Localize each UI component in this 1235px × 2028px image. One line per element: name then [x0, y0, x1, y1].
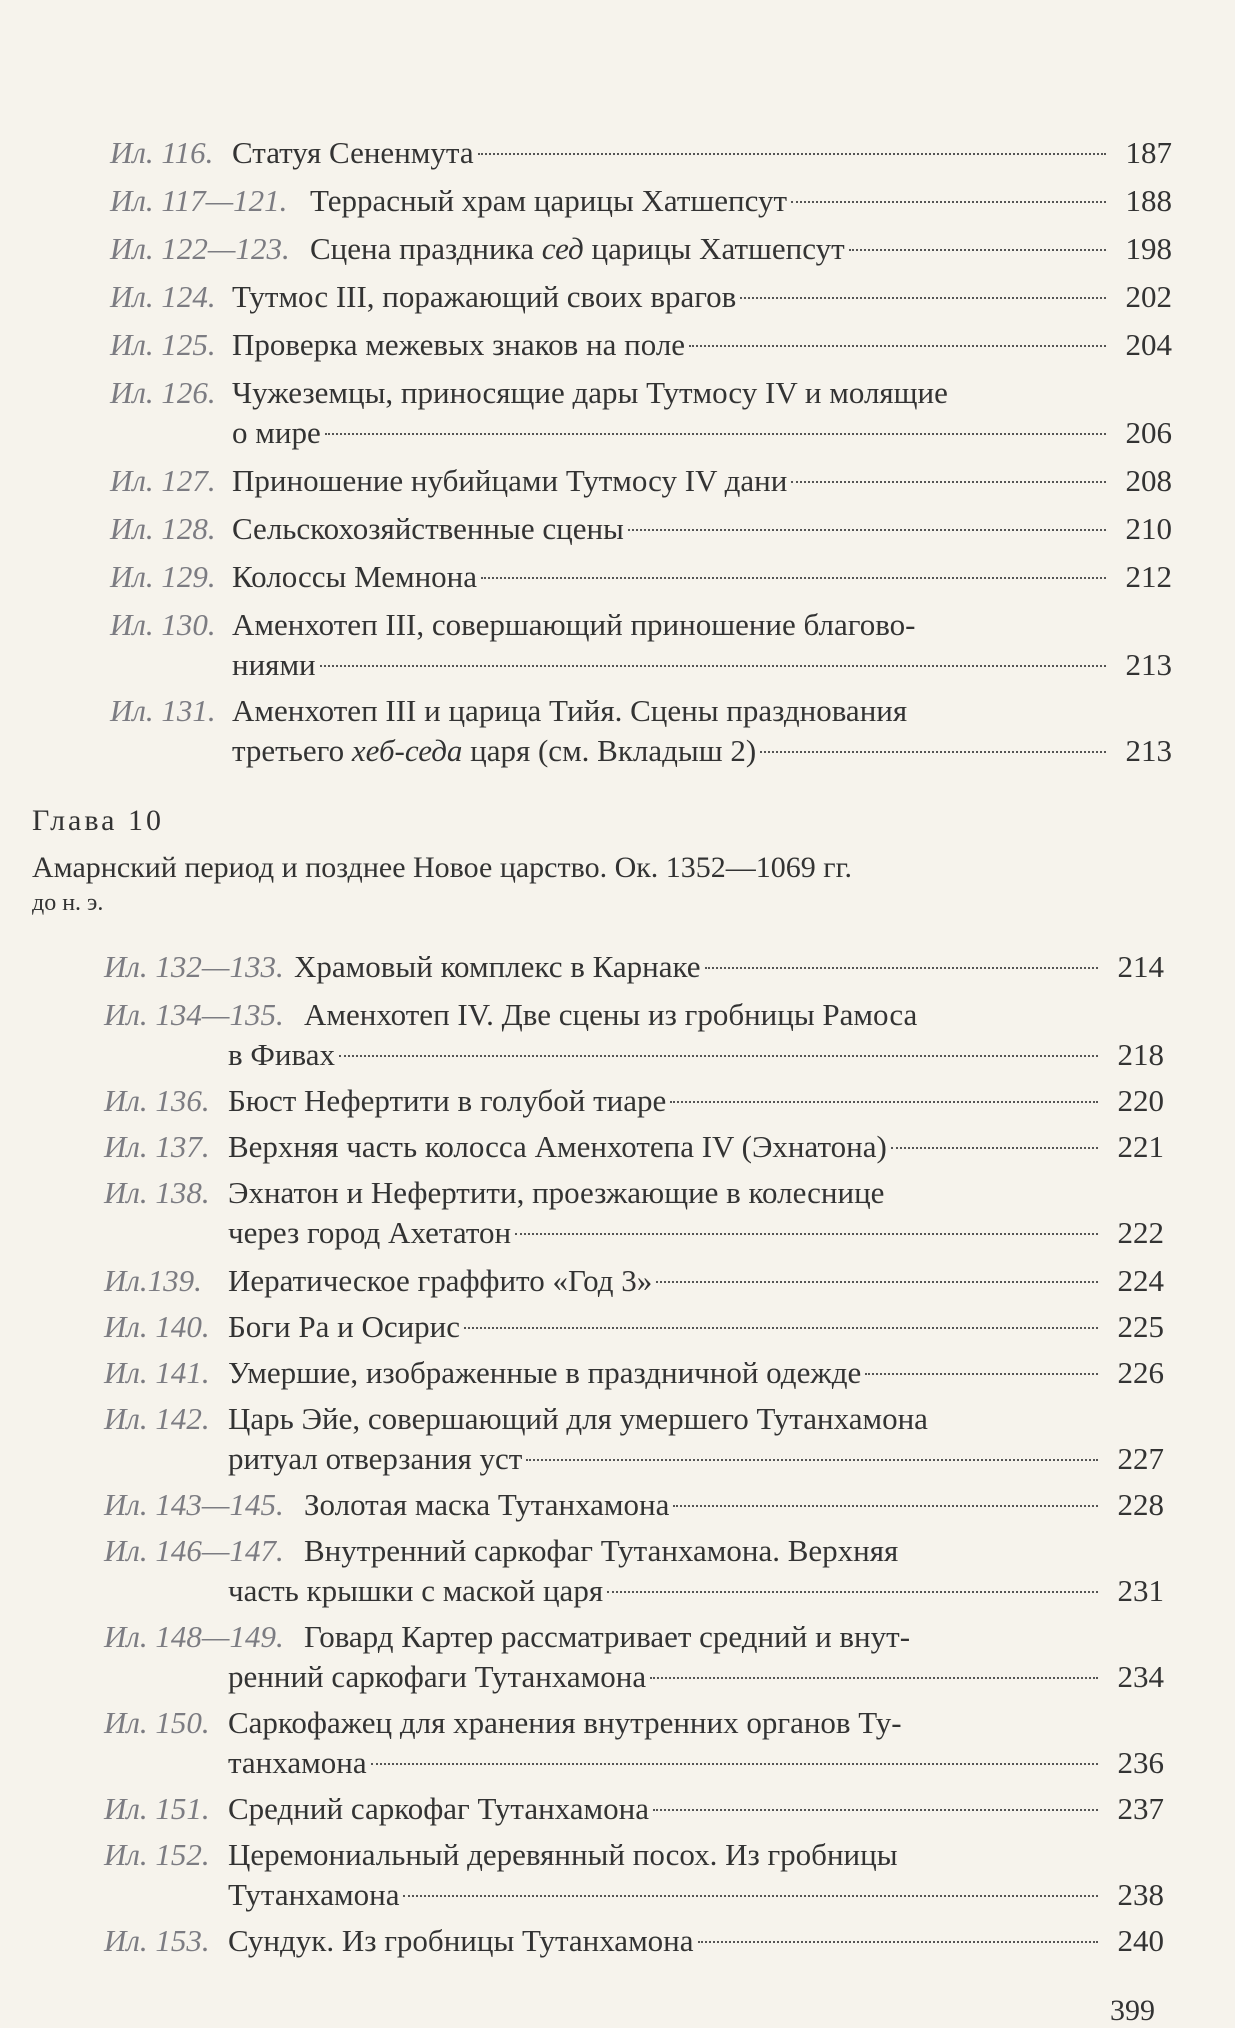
entry-title: Верхняя часть колосса Аменхотепа IV (Эхнатона) [228, 1129, 887, 1164]
figure-number: Ил. 126. [110, 375, 216, 410]
entry-line [232, 604, 1172, 646]
dot-leader [791, 201, 1106, 203]
entry-title: Колоссы Мемнона [232, 559, 478, 594]
entry-line [228, 1742, 1164, 1784]
chapter-label: Глава 10 [32, 804, 164, 837]
entry-page-number: 210 [1125, 511, 1172, 546]
entry-line [232, 324, 1172, 366]
entry-page-number: 218 [1117, 1037, 1164, 1072]
entry-line [232, 690, 1172, 732]
entry-title: Саркофажец для хранения внутренних органов Ту- [228, 1705, 902, 1740]
entry-line [232, 556, 1172, 598]
entry-title: Аменхотеп IV. Две сцены из гробницы Рамоса [304, 997, 918, 1032]
entry-title: Тутанхамона [228, 1877, 400, 1912]
dot-leader [515, 1233, 1098, 1235]
figure-number: Ил.139. [104, 1263, 202, 1298]
entry-line [228, 1352, 1164, 1394]
figure-number: Ил. 152. [104, 1837, 210, 1872]
entry-page-number: 240 [1117, 1923, 1164, 1958]
entry-title: Сцена праздника сед царицы Хатшепсут [310, 231, 845, 266]
entry-title: Боги Ра и Осирис [228, 1309, 461, 1344]
entry-page-number: 231 [1117, 1573, 1164, 1608]
entry-page-number: 212 [1125, 559, 1172, 594]
figure-number: Ил. 127. [110, 463, 216, 498]
figure-number: Ил. 140. [104, 1309, 210, 1344]
entry-title: часть крышки с маской царя [228, 1573, 604, 1608]
entry-title: ниями [232, 647, 316, 682]
figure-number: Ил. 136. [104, 1083, 210, 1118]
figure-number: Ил. 132—133. [104, 949, 284, 984]
entry-line [304, 1530, 1164, 1572]
dot-leader [673, 1505, 1098, 1507]
entry-title: Сельскохозяйственные сцены [232, 511, 624, 546]
entry-line [228, 1126, 1164, 1168]
figure-number: Ил. 117—121. [110, 183, 288, 218]
figure-number: Ил. 153. [104, 1923, 210, 1958]
dot-leader [740, 297, 1106, 299]
chapter-title: Амарнский период и позднее Новое царство. Ок. 1352—1069 гг. [32, 851, 853, 884]
dot-leader [705, 967, 1098, 969]
entry-line [228, 1874, 1164, 1916]
figure-number: Ил. 146—147. [104, 1533, 284, 1568]
dot-leader [481, 577, 1106, 579]
figure-number: Ил. 128. [110, 511, 216, 546]
entry-line [228, 1570, 1164, 1612]
entry-line [228, 1702, 1164, 1744]
entry-line [232, 460, 1172, 502]
figure-number: Ил. 125. [110, 327, 216, 362]
entry-title: Иератическое граффито «Год 3» [228, 1263, 653, 1298]
figure-number: Ил. 137. [104, 1129, 210, 1164]
entry-page-number: 213 [1125, 647, 1172, 682]
figure-number: Ил. 134—135. [104, 997, 284, 1032]
entry-page-number: 222 [1117, 1215, 1164, 1250]
entry-title: третьего хеб-седа царя (см. Вкладыш 2) [232, 733, 757, 768]
figure-number: Ил. 124. [110, 279, 216, 314]
dot-leader [891, 1147, 1098, 1149]
entry-title: через город Ахетатон [228, 1215, 512, 1250]
entry-line [228, 1172, 1164, 1214]
entry-line [232, 132, 1172, 174]
entry-line [294, 946, 1164, 988]
dot-leader [478, 153, 1106, 155]
entry-title: Умершие, изображенные в праздничной одежде [228, 1355, 862, 1390]
dot-leader [371, 1763, 1098, 1765]
entry-line [228, 1212, 1164, 1254]
dot-leader [698, 1941, 1098, 1943]
entry-line [232, 644, 1172, 686]
entry-page-number: 198 [1125, 231, 1172, 266]
figure-number: Ил. 142. [104, 1401, 210, 1436]
entry-line [228, 1438, 1164, 1480]
entry-title: Внутренний саркофаг Тутанхамона. Верхняя [304, 1533, 899, 1568]
entry-title: Статуя Сененмута [232, 135, 474, 170]
entry-line [228, 1260, 1164, 1302]
entry-line [228, 1834, 1164, 1876]
figure-number: Ил. 141. [104, 1355, 210, 1390]
entry-title: Приношение нубийцами Тутмосу IV дани [232, 463, 788, 498]
entry-line [232, 276, 1172, 318]
dot-leader [325, 433, 1106, 435]
entry-line [304, 1616, 1164, 1658]
figure-number: Ил. 131. [110, 693, 216, 728]
entry-line [304, 1484, 1164, 1526]
entry-page-number: 228 [1117, 1487, 1164, 1522]
entry-page-number: 214 [1117, 949, 1164, 984]
figure-number: Ил. 143—145. [104, 1487, 284, 1522]
entry-page-number: 202 [1125, 279, 1172, 314]
entry-line [304, 994, 1164, 1036]
entry-title: Говард Картер рассматривает средний и внут- [304, 1619, 911, 1654]
entry-line [232, 372, 1172, 414]
entry-page-number: 204 [1125, 327, 1172, 362]
entry-page-number: 236 [1117, 1745, 1164, 1780]
entry-title: Храмовый комплекс в Карнаке [294, 949, 701, 984]
entry-line [232, 730, 1172, 772]
entry-page-number: 238 [1117, 1877, 1164, 1912]
figure-number: Ил. 129. [110, 559, 216, 594]
entry-page-number: 188 [1125, 183, 1172, 218]
entry-title: танхамона [228, 1745, 367, 1780]
dot-leader [464, 1327, 1098, 1329]
dot-leader [650, 1677, 1098, 1679]
entry-title: Средний саркофаг Тутанхамона [228, 1791, 649, 1826]
figure-number: Ил. 138. [104, 1175, 210, 1210]
dot-leader [320, 665, 1106, 667]
chapter-title-continued: до н. э. [32, 890, 104, 916]
figure-number: Ил. 148—149. [104, 1619, 284, 1654]
dot-leader [653, 1809, 1098, 1811]
entry-line [310, 180, 1172, 222]
entry-title: в Фивах [228, 1037, 335, 1072]
figure-number: Ил. 116. [110, 135, 214, 170]
entry-line [228, 1080, 1164, 1122]
figure-number: Ил. 122—123. [110, 231, 290, 266]
entry-title: Царь Эйе, совершающий для умершего Тутанхамона [228, 1401, 928, 1436]
dot-leader [339, 1055, 1098, 1057]
entry-page-number: 187 [1125, 135, 1172, 170]
entry-title: Сундук. Из гробницы Тутанхамона [228, 1923, 694, 1958]
entry-title: Церемониальный деревянный посох. Из гробницы [228, 1837, 898, 1872]
entry-page-number: 226 [1117, 1355, 1164, 1390]
entry-page-number: 225 [1117, 1309, 1164, 1344]
entry-page-number: 221 [1117, 1129, 1164, 1164]
dot-leader [526, 1459, 1098, 1461]
figure-number: Ил. 151. [104, 1791, 210, 1826]
figure-number: Ил. 150. [104, 1705, 210, 1740]
dot-leader [849, 249, 1106, 251]
entry-title: Аменхотеп III, совершающий приношение благово- [232, 607, 916, 642]
entry-title: Золотая маска Тутанхамона [304, 1487, 670, 1522]
entry-page-number: 213 [1125, 733, 1172, 768]
entry-page-number: 220 [1117, 1083, 1164, 1118]
dot-leader [865, 1373, 1098, 1375]
dot-leader [689, 345, 1106, 347]
entry-title: ритуал отверзания уст [228, 1441, 523, 1476]
entry-title: Чужеземцы, приносящие дары Тутмосу IV и молящие [232, 375, 948, 410]
dot-leader [656, 1281, 1098, 1283]
entry-title: о мире [232, 415, 321, 450]
entry-title: Проверка межевых знаков на поле [232, 327, 686, 362]
entry-page-number: 237 [1117, 1791, 1164, 1826]
entry-line [232, 412, 1172, 454]
page-number: 399 [1110, 1994, 1155, 2027]
entry-line [228, 1398, 1164, 1440]
dot-leader [628, 529, 1106, 531]
dot-leader [791, 481, 1106, 483]
dot-leader [670, 1101, 1098, 1103]
entry-line [228, 1306, 1164, 1348]
dot-leader [607, 1591, 1098, 1593]
entry-line [228, 1034, 1164, 1076]
entry-line [228, 1656, 1164, 1698]
entry-title: Бюст Нефертити в голубой тиаре [228, 1083, 667, 1118]
entry-page-number: 234 [1117, 1659, 1164, 1694]
entry-title: Аменхотеп III и царица Тийя. Сцены празднования [232, 693, 908, 728]
entry-line [310, 228, 1172, 270]
dot-leader [403, 1895, 1098, 1897]
entry-page-number: 224 [1117, 1263, 1164, 1298]
entry-line [228, 1788, 1164, 1830]
entry-line [232, 508, 1172, 550]
entry-title: Террасный храм царицы Хатшепсут [310, 183, 788, 218]
entry-line [228, 1920, 1164, 1962]
entry-title: Эхнатон и Нефертити, проезжающие в колеснице [228, 1175, 885, 1210]
entry-title: ренний саркофаги Тутанхамона [228, 1659, 647, 1694]
dot-leader [760, 751, 1106, 753]
entry-title: Тутмос III, поражающий своих врагов [232, 279, 737, 314]
figure-number: Ил. 130. [110, 607, 216, 642]
entry-page-number: 227 [1117, 1441, 1164, 1476]
entry-page-number: 208 [1125, 463, 1172, 498]
entry-page-number: 206 [1125, 415, 1172, 450]
